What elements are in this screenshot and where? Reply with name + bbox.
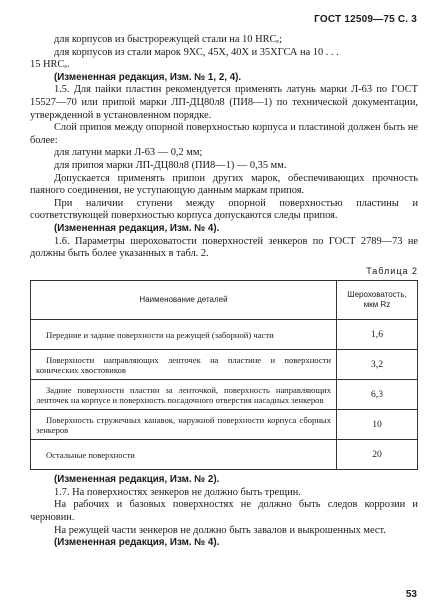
table-cell-name: Поверхности направляющих ленточек на пластине и поверхности конических хвостовиков [31, 350, 337, 380]
revision-note: (Измененная редакция, Изм. № 1, 2, 4). [54, 71, 242, 83]
solder-item: для латуни марки Л-63 — 0,2 мм; [54, 147, 203, 159]
table-row [31, 410, 418, 440]
table-cell-name: Остальные поверхности [31, 440, 337, 470]
solder-item: для припоя марки ЛП-ДЦ80л8 (ПИ8—1) — 0,35 мм. [54, 159, 287, 171]
paragraph: Допускается применять припои других марок, обеспечивающих прочность паяного соединения, не уступающую данным маркам припоя. [30, 172, 418, 197]
paragraph-1-7: 1.7. На поверхностях зенкеров не должно быть трещин. [54, 486, 301, 498]
table-cell-name: Задние поверхности пластин за ленточкой, поверхность направляющих ленточек на корпусе и поверхность посадочного отверстия насадных зенкеров [31, 380, 337, 410]
table-row [31, 440, 418, 470]
table-cell-name: Передние и задние поверхности на режущей (заборной) части [31, 320, 337, 350]
revision-note: (Измененная редакция, Изм. № 2). [54, 474, 220, 486]
table-row [31, 320, 418, 350]
paragraph-1-5: 1.5. Для пайки пластин рекомендуется применять латунь марки Л-63 по ГОСТ 15527—70 или припой марки ЛП-ДЦ80л8 (ПИ8—1) по технической документации, утвержденной в установленном порядке. [30, 84, 418, 121]
paragraph: Слой припоя между опорной поверхностью корпуса и пластиной должен быть не более: [30, 122, 418, 146]
standard-header: ГОСТ 12509—75 С. 3 [314, 14, 417, 25]
revision-note: (Измененная редакция, Изм. № 4). [54, 222, 220, 234]
text-line: для корпусов из быстрорежущей стали на 10 HRCₑ; [54, 34, 282, 45]
table-row [31, 380, 418, 410]
document-body [30, 34, 418, 550]
column-header: Шероховатость, мкм Rz [337, 281, 418, 320]
table-cell-value: 3,2 [337, 350, 418, 380]
table-cell-value: 1,6 [337, 320, 418, 350]
text-line: 15 HRCₑ. [30, 59, 70, 71]
table-cell-value: 10 [337, 410, 418, 440]
table-cell-value: 6,3 [337, 380, 418, 410]
table-cell-value: 20 [337, 440, 418, 470]
page-number: 53 [405, 589, 417, 600]
column-header: Наименование деталей [31, 281, 337, 320]
paragraph: При наличии ступени между опорной поверхностью пластины и соответствующей поверхностью корпуса допускаются следы припоя. [30, 197, 418, 222]
revision-note: (Измененная редакция, Изм. № 4). [54, 537, 220, 549]
table-cell-name: Поверхность стружечных канавок, наружной поверхности корпуса сборных зенкеров [31, 410, 337, 440]
table-caption: Таблица 2 [366, 265, 418, 276]
text-line: для корпусов из стали марок 9ХС, 45Х, 40Х и 35ХГСА на 10 . . . [54, 46, 339, 58]
table-row [31, 350, 418, 380]
paragraph: На рабочих и базовых поверхностях не должно быть следов коррозии и черновин. [30, 499, 418, 524]
paragraph: На режущей части зенкеров не должно быть завалов и выкрошенных мест. [54, 524, 386, 536]
roughness-table [30, 280, 418, 470]
paragraph-1-6: 1.6. Параметры шероховатости поверхностей зенкеров по ГОСТ 2789—73 не должны быть более указанных в табл. 2. [30, 235, 418, 260]
